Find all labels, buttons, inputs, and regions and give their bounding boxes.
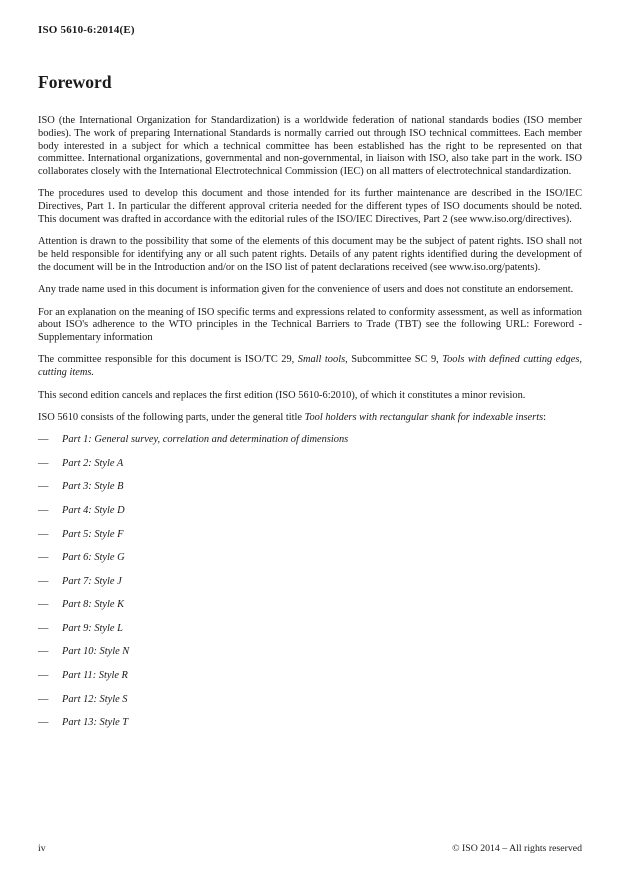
list-item-label: Part 8: Style K	[62, 599, 125, 611]
list-item-part-7	[38, 576, 582, 589]
paragraph-parts-intro	[38, 412, 582, 425]
list-item-part-5	[38, 529, 582, 542]
list-item-part-4	[38, 505, 582, 518]
parts-intro-colon: :	[543, 411, 547, 423]
list-dash: —	[38, 670, 49, 682]
list-item-label: Part 12: Style S	[62, 693, 128, 705]
list-dash: —	[38, 693, 49, 705]
committee-text-lead: The committee responsible for this document is ISO/TC 29,	[38, 354, 298, 366]
committee-small-tools: Small tools	[297, 354, 346, 366]
list-dash: —	[38, 717, 49, 729]
paragraph-procedures: The procedures used to develop this document and those intended for its further maintenance are described in the ISO/IEC Directives, Part 1. In particular the different approval criteria needed for the different types of ISO documents should be noted. This document was drafted in accordance with the editorial rules of the ISO/IEC Directives, Part 2 (see www.iso.org/directives).	[38, 188, 582, 226]
parts-list	[38, 434, 582, 730]
list-item-part-11	[38, 670, 582, 683]
list-item-part-3	[38, 481, 582, 494]
list-item-part-1	[38, 434, 582, 447]
list-dash: —	[38, 528, 49, 540]
list-dash: —	[38, 457, 49, 469]
paragraph-iso-federation: ISO (the International Organization for Standardization) is a worldwide federation of national standards bodies (ISO member bodies). The work of preparing International Standards is normally carried out through ISO technical committees. Each member body interested in a subject for which a technical committee has been established has the right to be represented on that committee. International organizations, governmental and non-governmental, in liaison with ISO, also take part in the work. ISO collaborates closely with the International Electrotechnical Commission (IEC) on all matters of electrotechnical standardization.	[38, 115, 582, 178]
list-dash: —	[38, 481, 49, 493]
list-item-label: Part 9: Style L	[62, 622, 123, 634]
list-item-part-9	[38, 623, 582, 636]
list-dash: —	[38, 599, 49, 611]
list-dash: —	[38, 504, 49, 516]
list-item-part-6	[38, 552, 582, 565]
foreword-body	[38, 115, 582, 730]
paragraph-committee	[38, 354, 582, 380]
list-item-part-12	[38, 694, 582, 707]
parts-general-title: Tool holders with rectangular shank for indexable inserts	[304, 411, 544, 423]
paragraph-wto-tbt: For an explanation on the meaning of ISO specific terms and expressions related to conformity assessment, as well as information about ISO's adherence to the WTO principles in the Technical Barriers to Trade (TBT) see the following URL: Foreword - Supplementary information	[38, 306, 582, 344]
page-number: iv	[38, 843, 46, 854]
list-dash: —	[38, 434, 49, 446]
document-reference-header: ISO 5610-6:2014(E)	[38, 24, 135, 36]
list-item-label: Part 7: Style J	[62, 575, 122, 587]
list-item-label: Part 11: Style R	[62, 670, 128, 682]
paragraph-second-edition: This second edition cancels and replaces the first edition (ISO 5610-6:2010), of which it constitutes a minor revision.	[38, 389, 526, 401]
paragraph-patent-rights: Attention is drawn to the possibility that some of the elements of this document may be the subject of patent rights. ISO shall not be held responsible for identifying any or all such patent rights. Details of any patent rights identified during the development of the document will be in the Introduction and/or on the ISO list of patent declarations received (see www.iso.org/patents).	[38, 236, 582, 273]
list-item-part-2	[38, 458, 582, 471]
page-footer	[38, 843, 582, 854]
list-item-label: Part 10: Style N	[62, 646, 130, 658]
parts-intro-lead: ISO 5610 consists of the following parts, under the general title	[38, 411, 305, 423]
list-item-label: Part 6: Style G	[62, 552, 125, 564]
list-dash: —	[38, 575, 49, 587]
list-item-label: Part 5: Style F	[62, 528, 124, 540]
list-item-label: Part 3: Style B	[62, 481, 124, 493]
list-dash: —	[38, 646, 49, 658]
committee-subcommittee-title: Tools with defined cutting edges, cutting items.	[38, 354, 582, 379]
list-item-part-10	[38, 646, 582, 659]
section-title-foreword: Foreword	[38, 72, 112, 92]
list-item-label: Part 1: General survey, correlation and determination of dimensions	[62, 434, 349, 446]
list-dash: —	[38, 622, 49, 634]
list-item-label: Part 2: Style A	[62, 457, 124, 469]
list-dash: —	[38, 552, 49, 564]
list-item-part-8	[38, 599, 582, 612]
list-item-label: Part 4: Style D	[62, 504, 125, 516]
paragraph-trade-name: Any trade name used in this document is information given for the convenience of users and does not constitute an endorsement.	[38, 284, 574, 296]
copyright-notice: © ISO 2014 – All rights reserved	[452, 843, 582, 854]
list-item-part-13	[38, 717, 582, 730]
committee-text-mid: , Subcommittee SC 9,	[345, 354, 443, 366]
list-item-label: Part 13: Style T	[62, 717, 129, 729]
